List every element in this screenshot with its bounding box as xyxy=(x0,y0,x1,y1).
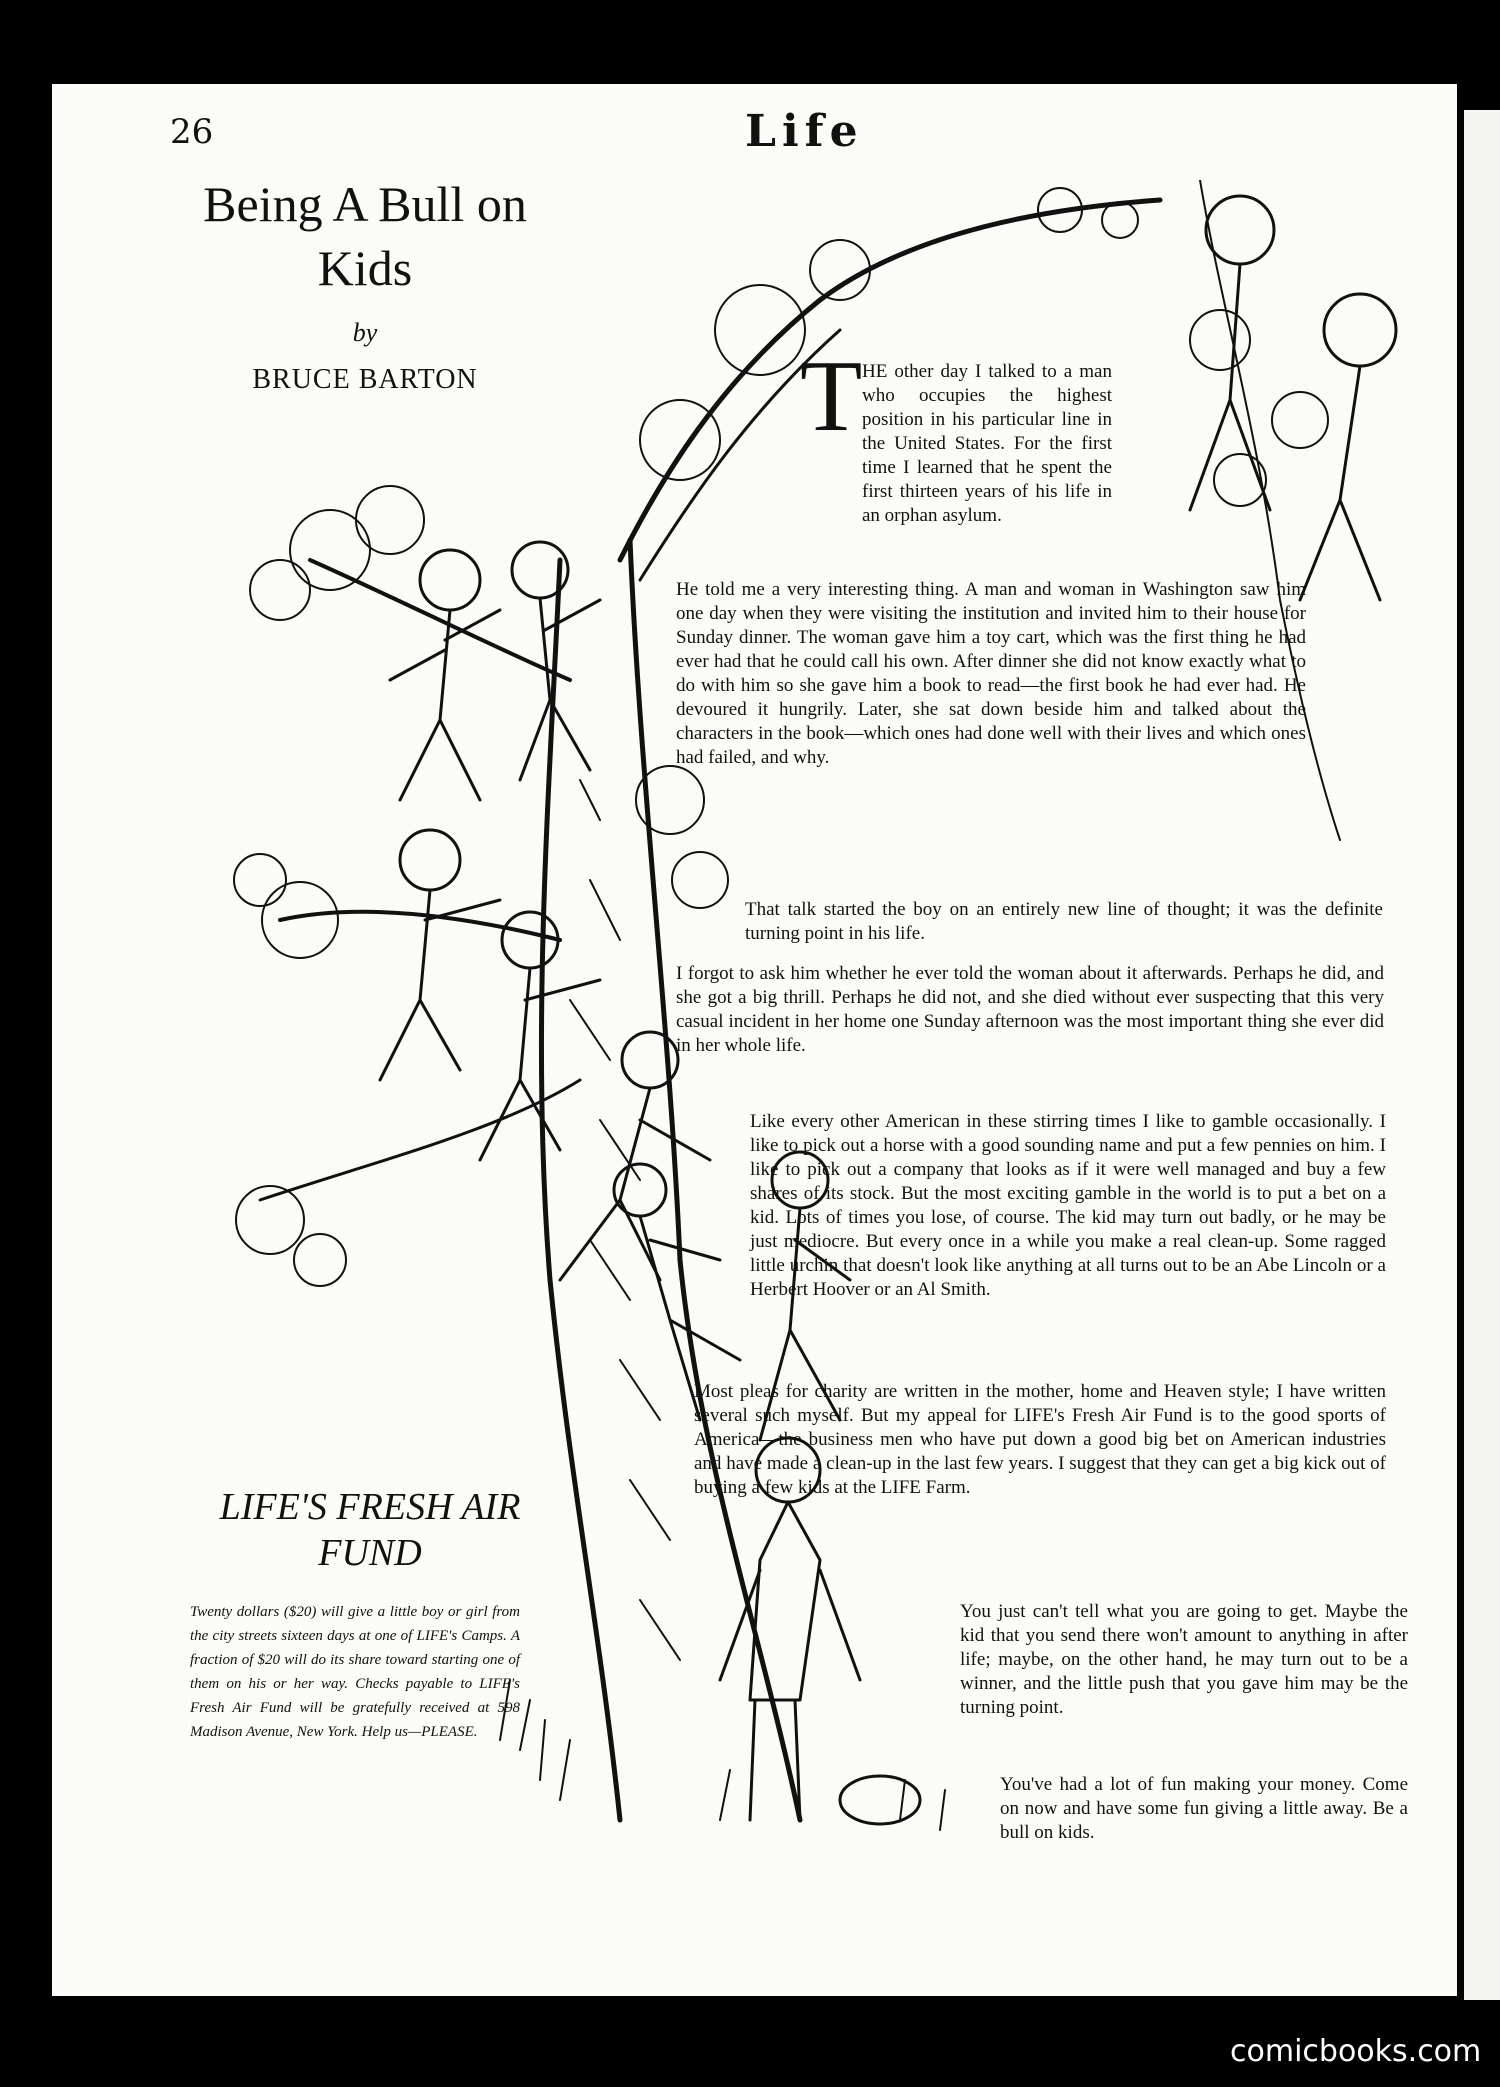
masthead: Life xyxy=(745,106,864,157)
article-paragraph-2: He told me a very interesting thing. A man and woman in Washington saw him one day when they were visiting the institution and invited him to their house for Sunday dinner. The woman gave him a toy cart, which was the first thing he had ever had that he could call his own. After dinner she did not know exactly what to do with him so she gave him a book to read—the first book he had ever had. He devoured it hungrily. Later, she sat down beside him and talked about the characters in the book—which ones had done well with their lives and which ones had failed, and why. xyxy=(676,579,1306,768)
article-paragraph-3: That talk started the boy on an entirely new line of thought; it was the definite turning point in his life. xyxy=(745,899,1383,944)
watermark: comicbooks.com xyxy=(1230,2034,1482,2069)
fresh-air-fund-text: Twenty dollars ($20) will give a little boy or girl from the city streets sixteen days at one of LIFE's Camps. A fraction of $20 will do its share toward starting one of them on his or her way. Checks payable to LIFE's Fresh Air Fund will be gratefully received at 598 Madison Avenue, New York. Help us—PLEASE. xyxy=(190,1604,520,1740)
facing-page-edge xyxy=(1464,110,1500,2000)
article-paragraph-6: Most pleas for charity are written in the mother, home and Heaven style; I have written several such myself. But my appeal for LIFE's Fresh Air Fund is to the good sports of America—the business men who have put down a good big bet on American industries and have made a clean-up in the last few years. I suggest that they can get a big kick out of buying a few kids at the LIFE Farm. xyxy=(694,1381,1386,1498)
byline-author: BRUCE BARTON xyxy=(252,364,478,395)
article-paragraph-8: You've had a lot of fun making your money. Come on now and have some fun giving a little away. Be a bull on kids. xyxy=(1000,1774,1408,1843)
byline-by: by xyxy=(352,318,378,347)
drop-cap: T xyxy=(800,340,863,453)
fresh-air-fund-heading: LIFE'S FRESH AIR FUND xyxy=(219,1486,521,1574)
article-paragraph-4: I forgot to ask him whether he ever told the woman about it afterwards. Perhaps he did, and she got a big thrill. Perhaps he did not, and she died without ever suspecting that this very casual incident in her home one Sunday afternoon was the most important thing she ever did in her whole life. xyxy=(676,963,1384,1056)
article-title: Being A Bull on Kids xyxy=(203,176,527,296)
page-number: 26 xyxy=(170,112,214,152)
article-paragraph-1 xyxy=(752,360,1112,528)
article-paragraph-7: You just can't tell what you are going to get. Maybe the kid that you send there won't amount to anything in after life; maybe, on the other hand, he may turn out to be a winner, and the little push that you gave him may be the turning point. xyxy=(960,1601,1408,1718)
article-paragraph-1-text: HE other day I talked to a man who occupies the highest position in his particular line in the United States. For the first time I learned that he spent the first thirteen years of his life in an orphan asylum. xyxy=(862,361,1112,526)
article-paragraph-5: Like every other American in these stirring times I like to gamble occasionally. I like to pick out a horse with a good sounding name and put a few pennies on him. I like to pick out a company that looks as if it were well managed and buy a few shares of its stock. But the most exciting gamble in the world is to put a bet on a kid. Lots of times you lose, of course. The kid may turn out badly, or he may be just mediocre. But every once in a while you make a real clean-up. Some ragged little urchin that doesn't look like anything at all turns out to be an Abe Lincoln or a Herbert Hoover or an Al Smith. xyxy=(750,1111,1386,1300)
